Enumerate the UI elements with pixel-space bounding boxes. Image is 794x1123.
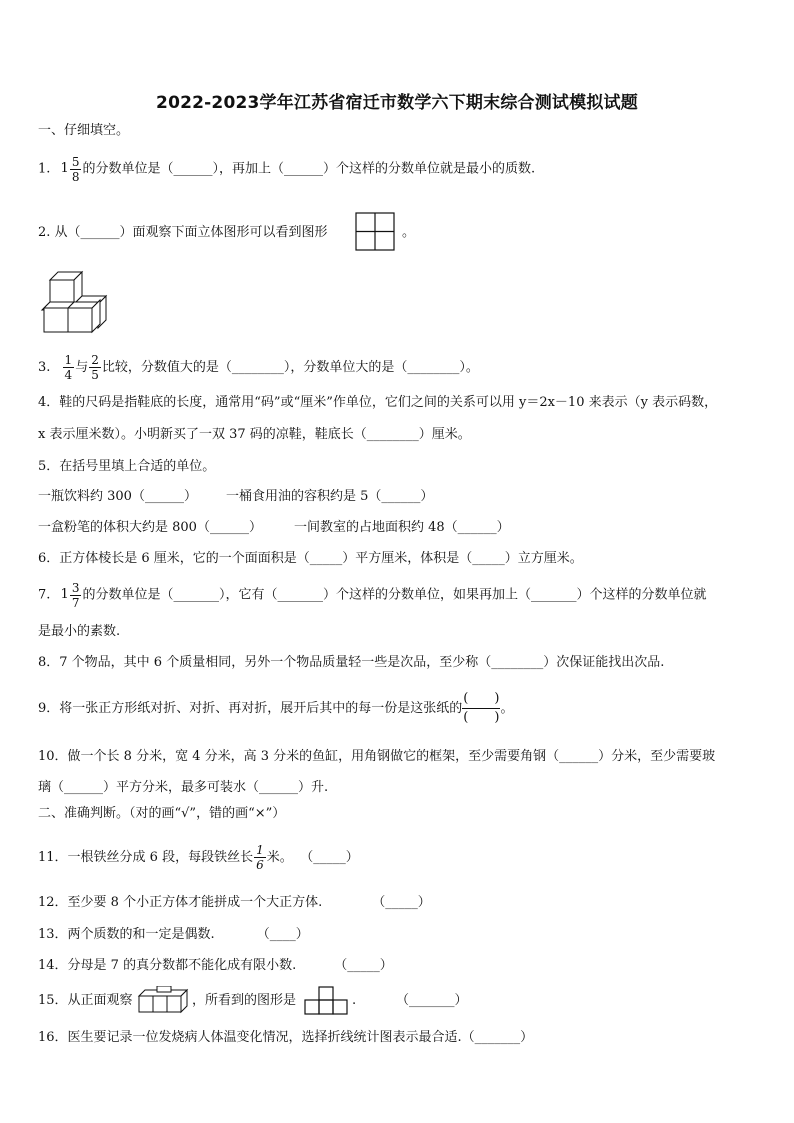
q7-numerator: 3	[71, 580, 80, 595]
q15-front-view-figure	[304, 986, 348, 1016]
q3-f1-numerator: 1	[64, 353, 73, 367]
q11-answer-blank: （_____）	[306, 850, 359, 865]
q3-f2-numerator: 2	[91, 353, 99, 367]
question-4-line-2: x 表示厘米数）。小明新买了一双 37 码的凉鞋，鞋底长（________）厘米。	[38, 427, 471, 442]
q7-number: 7.	[38, 587, 51, 603]
q3-fraction-2	[89, 353, 101, 382]
q2-text: 从（______）面观察下面立体图形可以看到图形	[54, 225, 328, 240]
q7-whole: 1	[60, 587, 69, 602]
section-1-heading: 一、仔细填空。	[38, 123, 130, 138]
q11-denominator: 6	[256, 858, 264, 872]
question-15-lead: 15．从正面观察	[38, 993, 133, 1008]
q3-fraction-1	[63, 353, 75, 382]
q15-solid-figure	[137, 986, 189, 1014]
question-16: 16．医生要记录一位发烧病人体温变化情况，选择折线统计图表示最合适.（_______）	[38, 1030, 534, 1045]
q9-numerator-blank: ( )	[462, 690, 500, 709]
question-5-item-d: 一间教室的占地面积约 48（______）	[294, 520, 510, 535]
q2-cube-stack-figure	[40, 270, 110, 334]
question-5-item-a: 一瓶饮料约 300（______）	[38, 489, 197, 504]
q15-middle-text: ，所看到的图形是	[192, 993, 297, 1008]
q9-denominator-blank: ( )	[463, 710, 500, 725]
q1-numerator: 5	[71, 154, 80, 169]
question-5-heading: 5．在括号里填上合适的单位。	[38, 459, 216, 474]
q12-answer-blank: （_____）	[372, 895, 431, 910]
q1-number: 1.	[38, 161, 51, 177]
question-11	[38, 838, 359, 878]
q14-answer-blank: （_____）	[334, 958, 393, 973]
q2-end-mark: 。	[402, 225, 416, 240]
q7-denominator: 7	[71, 595, 80, 610]
q3-f2-denominator: 5	[91, 368, 99, 382]
q11-fraction	[254, 843, 266, 872]
q3-text: 比较，分数值大的是（________），分数单位大的是（________）。	[101, 360, 479, 375]
q14-text: 14．分母是 7 的真分数都不能化成有限小数.	[38, 958, 297, 973]
q2-square-grid-figure	[355, 212, 397, 252]
question-7	[38, 576, 706, 615]
question-1	[38, 150, 535, 189]
page-title: 2022-2023学年江苏省宿迁市数学六下期末综合测试模拟试题	[156, 93, 638, 113]
question-12	[38, 894, 431, 912]
q1-denominator: 8	[71, 169, 80, 184]
section-2-heading: 二、准确判断。（对的画“√”，错的画“×”）	[38, 806, 286, 821]
question-5-item-c: 一盒粉笔的体积大约是 800（______）	[38, 520, 262, 535]
q15-period: .	[352, 993, 357, 1008]
question-14	[38, 957, 393, 975]
q9-text: 9．将一张正方形纸对折、对折、再对折，展开后其中的每一份是这张纸的	[38, 701, 463, 716]
q1-whole: 1	[60, 161, 69, 176]
q13-text: 13．两个质数的和一定是偶数.	[38, 927, 215, 942]
q11-numerator: 1	[256, 843, 264, 857]
q7-text: 的分数单位是（_______），它有（_______）个这样的分数单位，如果再加上（_______）个这样的分数单位就	[82, 587, 707, 603]
question-10-line-2: 璃（______）平方分米，最多可装水（______）升.	[38, 780, 329, 795]
question-4-line-1: 4．鞋的尺码是指鞋底的长度，通常用“码”或“厘米”作单位，它们之间的关系可以用 y＝2x－10 来表示（y 表示码数，	[38, 395, 718, 410]
q7-fraction	[70, 581, 82, 610]
question-13	[38, 926, 309, 944]
q1-fraction	[70, 155, 82, 184]
q9-end: 。	[500, 701, 514, 716]
question-8: 8．7 个物品，其中 6 个质量相同，另外一个物品质量轻一些是次品，至少称（________）次保证能找出次品.	[38, 655, 665, 670]
q9-blank-fraction	[462, 690, 500, 727]
question-6: 6．正方体棱长是 6 厘米，它的一个面面积是（_____）平方厘米，体积是（_____）立方厘米。	[38, 551, 583, 566]
q11-unit: 米。	[266, 850, 293, 865]
question-3	[38, 350, 479, 386]
question-7-line-2: 是最小的素数.	[38, 624, 121, 639]
question-2	[38, 224, 328, 242]
q15-answer-blank: （_______）	[396, 993, 468, 1008]
q12-text: 12．至少要 8 个小正方体才能拼成一个大正方体.	[38, 895, 323, 910]
q3-f1-denominator: 4	[64, 368, 73, 382]
q1-text: 的分数单位是（______），再加上（______）个这样的分数单位就是最小的质数.	[82, 161, 536, 177]
q11-text: 11．一根铁丝分成 6 段，每段铁丝长	[38, 850, 254, 865]
q13-answer-blank: （____）	[256, 927, 309, 942]
q3-and: 与	[75, 360, 89, 375]
question-10-line-1: 10．做一个长 8 分米，宽 4 分米，高 3 分米的鱼缸，用角钢做它的框架，至少需要角钢（______）分米，至少需要玻	[38, 749, 716, 764]
question-9	[38, 686, 513, 732]
question-5-item-b: 一桶食用油的容积约是 5（______）	[226, 489, 434, 504]
q3-number: 3.	[38, 360, 51, 375]
q2-number: 2.	[38, 225, 51, 240]
